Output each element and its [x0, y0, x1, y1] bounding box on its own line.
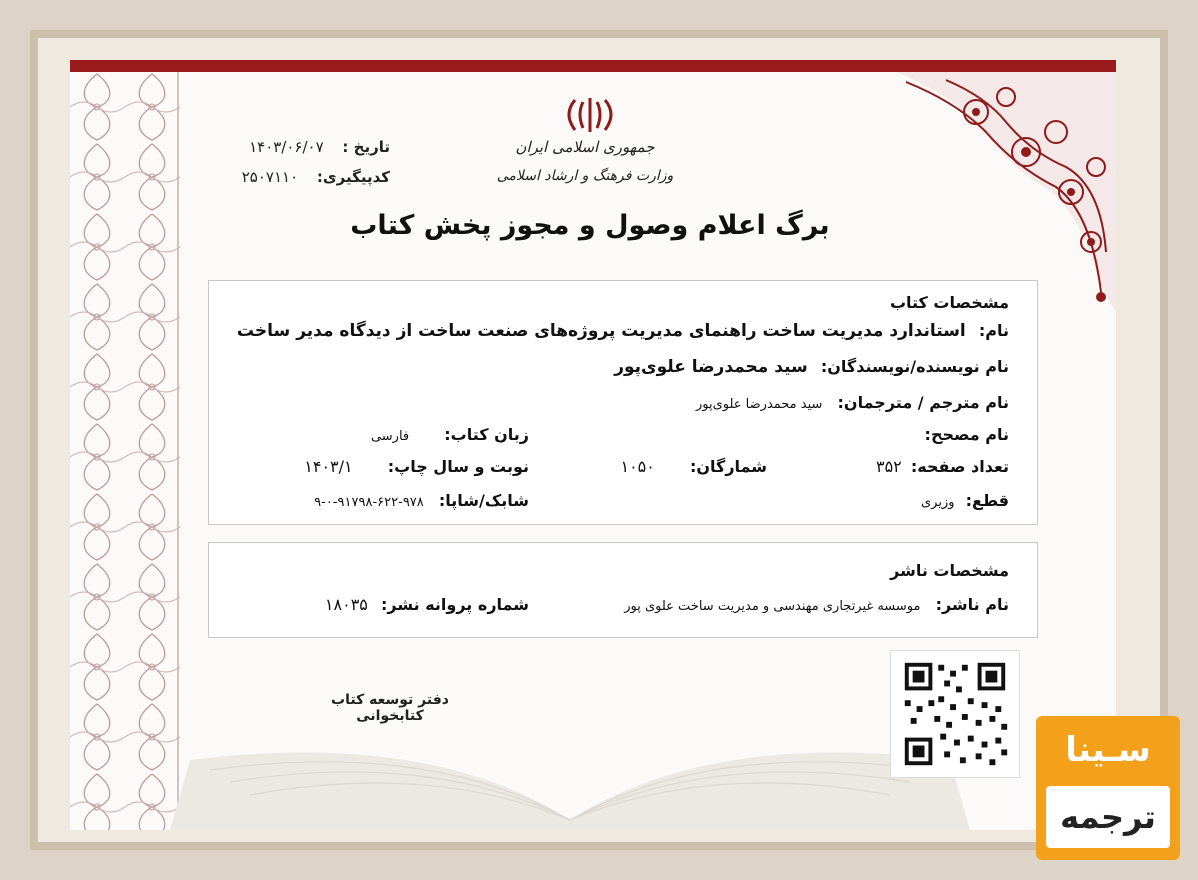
qr-code-icon [890, 650, 1020, 778]
logo-bottom-text: ترجمه [1046, 786, 1170, 848]
translator-value: سید محمدرضا علوی‌پور [695, 397, 823, 412]
top-red-bar [70, 60, 1116, 72]
editor-label: نام مصحح: [924, 425, 1009, 444]
iran-emblem-icon [555, 94, 625, 136]
circulation-value: ۱۰۵۰ [620, 457, 655, 476]
license-row [325, 595, 529, 614]
corner-ornament [856, 72, 1116, 312]
tracking-code-value: ۲۵۰۷۱۱۰ [241, 168, 299, 186]
pages-value: ۳۵۲ [875, 457, 902, 476]
certificate-page [70, 60, 1116, 830]
publisher-section-title: مشخصات ناشر [890, 561, 1009, 580]
language-row [371, 425, 529, 444]
book-section-title: مشخصات کتاب [889, 293, 1009, 312]
format-label: قطع: [965, 491, 1009, 510]
isbn-row [314, 491, 529, 510]
circulation-row [620, 457, 767, 476]
language-label: زبان کتاب: [444, 425, 529, 444]
circulation-label: شمارگان: [689, 457, 767, 476]
book-name-value: استاندارد مدیریت ساخت راهنمای مدیریت پروژه‌های صنعت ساخت از دیدگاه مدیر ساخت [236, 321, 966, 341]
editor-row [925, 425, 1009, 444]
isbn-value: ۹۷۸-۶۲۲-۹۱۷۹۸-۰-۹ [314, 495, 424, 510]
book-specs-box [208, 280, 1038, 525]
tracking-code-label: کدپیگیری: [316, 168, 390, 186]
format-row [921, 491, 1009, 510]
language-value: فارسی [370, 429, 410, 444]
pages-row [876, 457, 1009, 476]
book-name-label: نام: [978, 321, 1009, 340]
edition-row [304, 457, 529, 476]
book-name-row [237, 321, 1009, 341]
office-footer: دفتر توسعه کتاب کتابخوانی [331, 692, 449, 724]
open-book-illustration [130, 670, 1010, 830]
isbn-label: شابک/شاپا: [438, 491, 529, 510]
translator-row [696, 393, 1009, 412]
page-title: برگ اعلام وصول و مجوز پخش کتاب [350, 210, 830, 241]
date-value: ۱۴۰۳/۰۶/۰۷ [249, 138, 324, 156]
author-value: سید محمدرضا علوی‌پور [614, 357, 808, 377]
publisher-name-row [624, 595, 1009, 614]
license-label: شماره پروانه نشر: [380, 595, 529, 614]
date-label: تاریخ : [342, 138, 390, 156]
edition-label: نوبت و سال چاپ: [387, 457, 529, 476]
author-label: نام نویسنده/نویسندگان: [820, 357, 1009, 376]
sina-tarjomeh-logo [1036, 716, 1180, 860]
tracking-code-row [220, 168, 390, 186]
license-value: ۱۸۰۳۵ [324, 595, 368, 614]
translator-label: نام مترجم / مترجمان: [837, 393, 1009, 412]
pages-label: تعداد صفحه: [910, 457, 1009, 476]
publisher-name-value: موسسه غیرتجاری مهندسی و مدیریت ساخت علوی پور [624, 599, 921, 614]
government-line-1: جمهوری اسلامی ایران [515, 138, 655, 156]
edition-value: ۱۴۰۳/۱ [304, 457, 353, 476]
government-line-2: وزارت فرهنگ و ارشاد اسلامی [496, 168, 674, 184]
publisher-specs-box [208, 542, 1038, 638]
format-value: وزیری [920, 495, 955, 510]
date-row [220, 138, 390, 156]
publisher-name-label: نام ناشر: [935, 595, 1009, 614]
author-row [614, 357, 1009, 377]
logo-top-text: سـینا [1065, 730, 1151, 770]
